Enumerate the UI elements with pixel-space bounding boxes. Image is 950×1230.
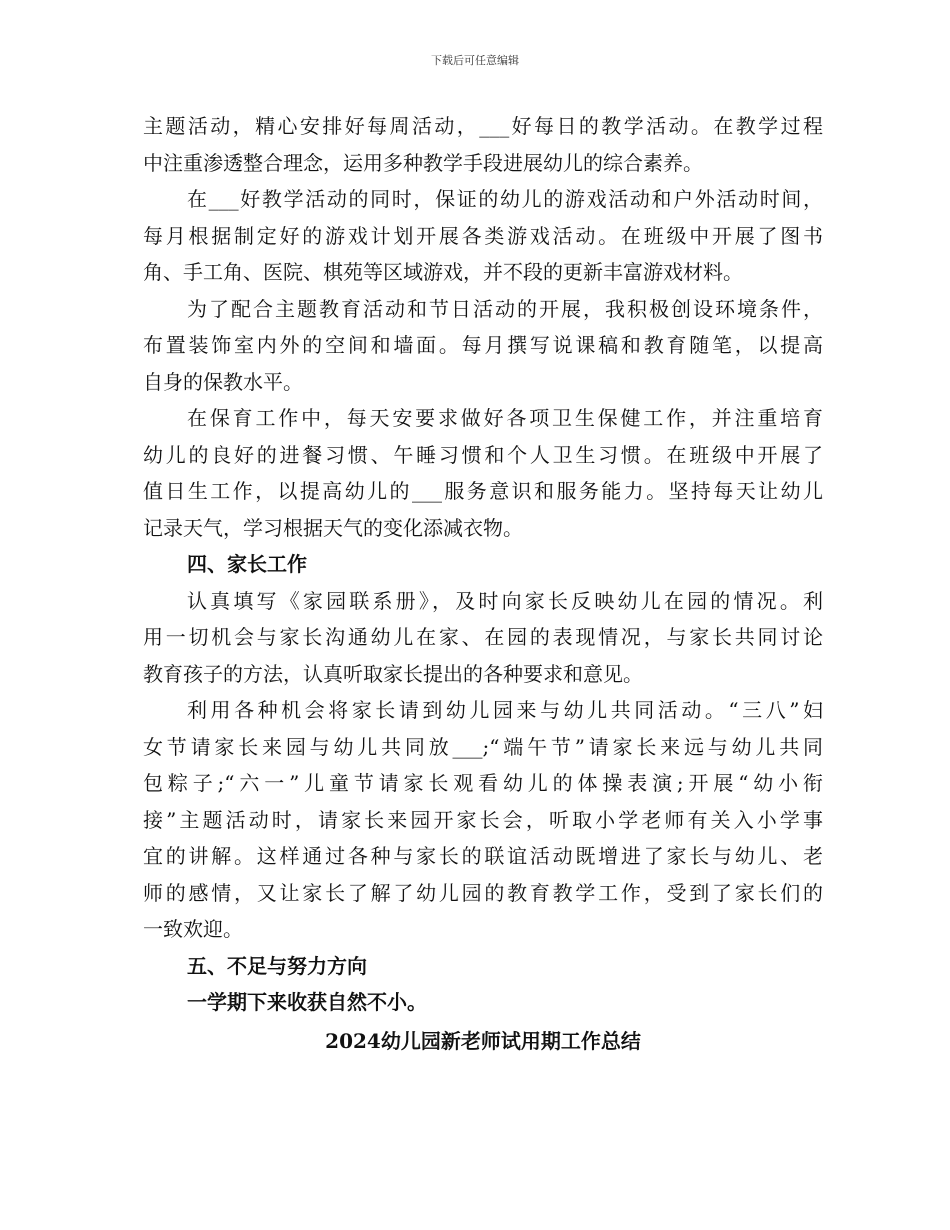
text-line: 利用各种机会将家长请到幼儿园来与幼儿共同活动。“三八”妇 [187,698,823,722]
text-line: 角、手工角、医院、棋苑等区域游戏，并不段的更新丰富游戏材料。 [143,260,743,284]
paragraph [143,400,823,546]
paragraph [143,181,823,291]
text-line: 每月根据制定好的游戏计划开展各类游戏活动。在班级中开展了图书 [143,223,823,248]
summary-line: 一学期下来收获自然不小。 [187,990,427,1014]
text-line: 主题活动，精心安排好每周活动，___好每日的教学活动。在教学过程 [143,114,823,138]
text-line: 用一切机会与家长沟通幼儿在家、在园的表现情况，与家长共同讨论 [143,625,823,649]
text-line: 值日生工作，以提高幼儿的___服务意识和服务能力。坚持每天让幼儿 [143,479,823,503]
page-header: 下载后可任意编辑 [431,54,519,67]
section-heading-shortcomings: 五、不足与努力方向 [187,953,367,978]
text-line: 一致欢迎。 [143,917,243,941]
text-line: 认真填写《家园联系册》，及时向家长反映幼儿在园的情况。利 [187,588,823,613]
text-line: 记录天气，学习根据天气的变化添减衣物。 [143,515,523,540]
paragraph [143,583,823,693]
text-line: 在___好教学活动的同时，保证的幼儿的游戏活动和户外活动时间， [187,187,823,211]
text-line: 包粽子;“六一”儿童节请家长观看幼儿的体操表演;开展“幼小衔 [143,771,823,795]
text-line: 师的感情，又让家长了解了幼儿园的教育教学工作，受到了家长们的 [143,880,823,905]
text-line: 教育孩子的方法，认真听取家长提出的各种要求和意见。 [143,661,643,686]
text-line: 宜的讲解。这样通过各种与家长的联谊活动既增进了家长与幼儿、老 [143,844,823,868]
text-line: 中注重渗透整合理念，运用多种教学手段进展幼儿的综合素养。 [143,150,703,175]
text-line: 为了配合主题教育活动和节日活动的开展，我积极创设环境条件， [187,296,823,321]
paragraph [143,291,823,401]
text-line: 幼儿的良好的进餐习惯、午睡习惯和个人卫生习惯。在班级中开展了 [143,442,823,467]
paragraph [143,692,823,948]
paragraph [143,108,823,181]
text-line: 女节请家长来园与幼儿共同放___;“端午节”请家长来远与幼儿共同 [143,734,823,759]
text-line: 在保育工作中，每天安要求做好各项卫生保健工作，并注重培育 [187,406,823,430]
text-line: 布置装饰室内外的空间和墙面。每月撰写说课稿和教育随笔，以提高 [143,333,823,357]
text-line: 自身的保教水平。 [143,369,303,394]
document-title: 2024幼儿园新老师试用期工作总结 [325,1028,641,1053]
document-body [143,108,823,1059]
text-line: 接”主题活动时，请家长来园开家长会，听取小学老师有关入小学事 [143,807,823,832]
section-heading-parents: 四、家长工作 [187,552,307,576]
